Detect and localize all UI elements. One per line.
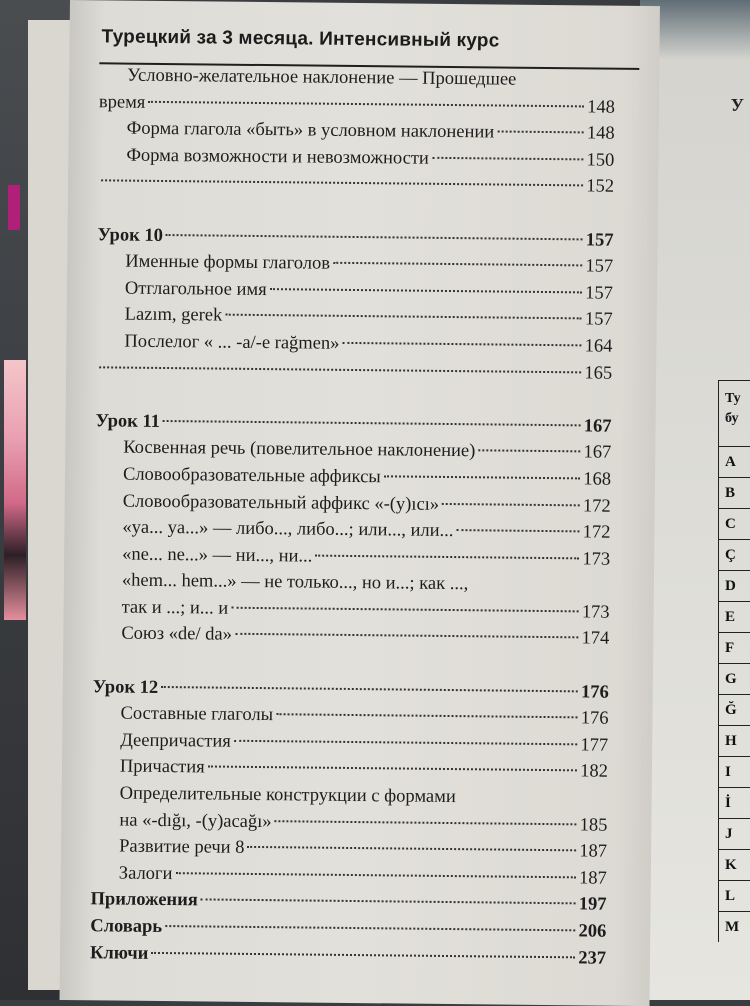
toc-page-number: 176 [580,682,609,703]
dot-leader [231,607,579,613]
toc-section-row [90,940,606,972]
toc-page-number: 172 [582,522,611,543]
next-page-letter-cell: Ç [718,539,750,570]
dot-leader [175,872,576,878]
toc-entry-title: Урок 11 [95,411,161,432]
toc-page-number: 150 [586,150,615,171]
toc-entry-title: Союз «de/ da» [121,624,232,646]
toc-page-number: 187 [578,868,607,889]
toc-entry-title: Ключи [89,942,149,964]
dot-leader [148,100,584,107]
dot-leader [478,450,580,453]
toc-page-number: 172 [582,495,611,517]
dot-leader [161,686,578,692]
toc-entry-title: «ne... ne...» — ни..., ни... [122,544,313,567]
toc-entry-title: Форма возможности и невозможности [126,145,429,169]
next-page-letter-cell: M [718,911,750,942]
dot-leader [101,180,583,187]
toc-entry-title: Развитие речи 8 [119,836,245,859]
next-page-letter-cell: İ [718,787,750,818]
toc-page-number: 176 [580,708,609,729]
toc-entry-row [96,328,612,360]
toc-entry-title: Условно-желательное наклонение — Прошедшее [127,65,517,90]
dot-leader [99,366,581,373]
dot-leader [276,713,578,718]
dot-leader [208,766,578,772]
next-page-header-text: бу [725,411,739,426]
dot-leader [442,502,580,505]
next-page-letter-cell: C [718,508,750,539]
dot-leader [247,846,576,851]
toc-entry-title: Залоги [118,863,173,884]
dot-leader [270,288,583,293]
toc-page-number: 152 [586,176,615,198]
dot-leader [497,131,584,134]
next-page-letter-cell: I [718,756,750,787]
dot-leader [165,925,575,931]
toc-entry-title: Урок 12 [92,676,159,698]
toc-entry-title: Словарь [90,916,163,938]
toc-entry-title: Lazım, gerek [124,304,223,326]
toc-page-number: 157 [584,309,613,331]
toc-page-number: 173 [581,602,610,623]
dot-leader [333,262,582,267]
next-page-header-text: Ту [725,391,741,406]
dot-leader [201,899,576,905]
next-page-letter-cell: H [718,725,750,756]
toc-page-number: 177 [580,735,609,756]
toc-section-row [90,887,606,919]
toc-page-number: 164 [584,336,613,357]
toc-entry-row [93,621,609,653]
toc-page-number: 187 [579,841,608,862]
toc-entry-title: «ya... ya...» — либо..., либо...; или..., или... [122,517,454,542]
toc-page-number: 148 [587,97,616,118]
toc-entry-title: Форма глагола «быть» в условном наклонении [126,118,495,143]
toc-entry-title: так и ...; и... и [121,597,229,619]
toc-entry-row [99,62,615,94]
next-page-letter-cell: F [718,632,750,663]
toc-entry-title: Послелог « ... -a/-e rağmen» [124,331,340,354]
next-page-letter-cell: Ğ [718,694,750,725]
dot-leader [342,342,581,347]
toc-page-number: 157 [585,256,614,277]
toc-entry-title: Отглагольное имя [124,278,267,300]
dot-leader [234,740,578,746]
toc-page-number: 148 [586,123,615,144]
next-page-letter-cell: A [718,446,750,477]
toc-entry-title: на «-dığı, -(y)acağı» [119,810,272,832]
next-page-table-header [718,380,750,446]
toc-page-number: 168 [583,469,612,490]
toc-entry-title: Косвенная речь (повелительное наклонение) [123,437,476,462]
toc-entry-title: Приложения [90,889,198,911]
dot-leader [166,234,583,240]
dot-leader [235,633,579,639]
dot-leader [432,157,584,161]
dot-leader [456,529,579,532]
toc-page-number: 173 [582,549,611,570]
toc-entry-title: Именные формы глаголов [125,251,331,274]
toc-page-number: 157 [585,229,614,251]
table-of-contents [90,62,615,972]
toc-page-number: 165 [584,362,613,384]
toc-entry-title: Деепричастия [120,730,231,752]
next-page-letter-cell: E [718,601,750,632]
toc-page-number: 206 [578,921,607,942]
toc-entry-row [98,142,614,174]
toc-page-number: 167 [583,416,612,437]
toc-page-number: 197 [578,894,607,916]
toc-entry-title: Причастия [119,757,205,778]
toc-entry-title: Урок 10 [97,224,164,246]
running-head: Турецкий за 3 месяца. Интенсивный курс [101,26,500,52]
toc-page-number: 174 [581,628,610,650]
dot-leader [384,475,580,479]
toc-page-number: 157 [585,283,614,304]
next-page-fragment: У [730,95,744,115]
dot-leader [315,554,579,559]
book-page [60,0,660,1006]
toc-page-number: 237 [578,947,607,969]
next-page-letter-cell: J [718,818,750,849]
cover-accent [8,185,20,230]
next-page-letter-cell: K [718,849,750,880]
toc-entry-title: Словообразовательный аффикс «-(y)ıcı» [122,491,440,515]
next-page-letter-cell: G [718,663,750,694]
toc-entry-title: «hem... hem...» — не только..., но и...; как ..., [121,570,469,595]
cover-image-strip [4,360,26,620]
toc-page-number: 182 [580,761,609,783]
toc-page-number: 185 [579,815,608,836]
next-page-letter-cell: B [718,477,750,508]
dot-leader [225,314,582,320]
next-page-letter-cell: D [718,570,750,601]
toc-entry-title: Словообразовательные аффиксы [122,464,381,488]
dot-leader [163,420,581,426]
next-page-letter-cell: L [718,880,750,911]
dot-leader [275,820,577,825]
toc-entry-title: Составные глаголы [120,703,274,726]
next-page-table [718,380,750,980]
toc-page-number: 167 [583,442,612,464]
toc-entry-title: Определительные конструкции с формами [119,783,456,808]
dot-leader [151,951,575,957]
toc-entry-title: время [98,91,146,113]
